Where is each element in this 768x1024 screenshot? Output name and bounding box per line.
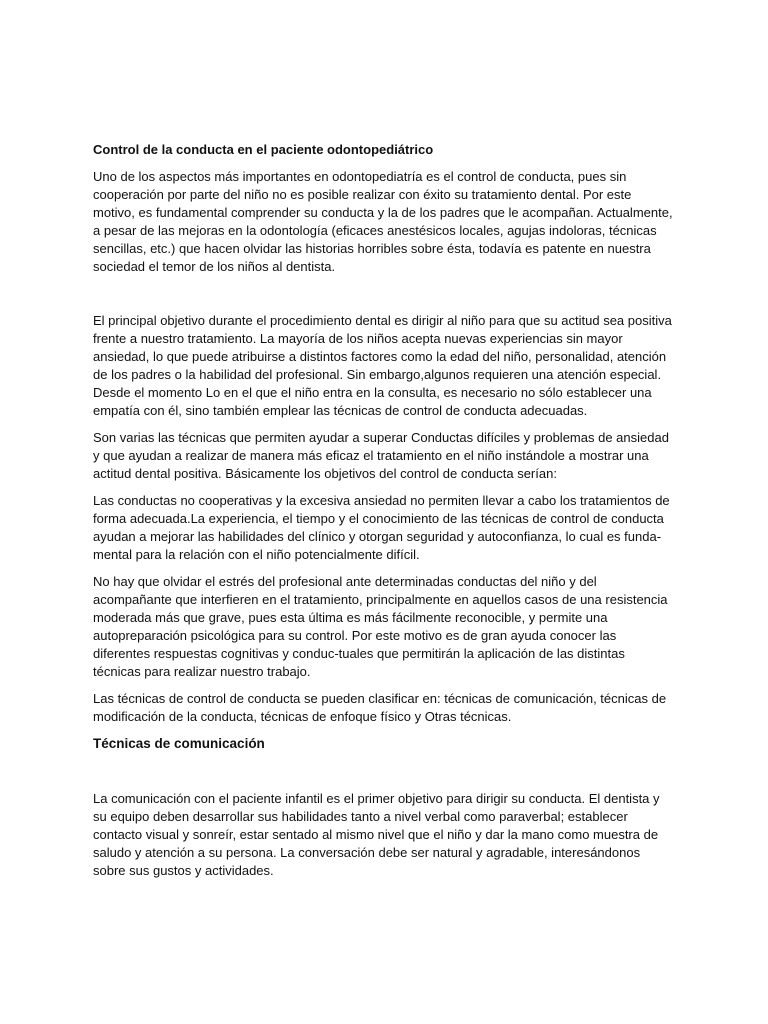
section-heading-communication: Técnicas de comunicación bbox=[93, 736, 265, 751]
document-title: Control de la conducta en el paciente odontopediátrico bbox=[93, 142, 434, 157]
paragraph-classification: Las técnicas de control de conducta se pueden clasificar en: técnicas de comunicación, técnicas de modificación de la conducta, técnicas de enfoque físico y Otras técnicas. bbox=[93, 691, 667, 724]
paragraph-uncooperative: Las conductas no cooperativas y la excesiva ansiedad no permiten llevar a cabo los tratamientos de forma adecuada.La experiencia, el tiempo y el conocimiento de las técnicas de control de conducta ayudan a mejorar las habilidades del clínico y otorgan seguridad y autoconfianza, lo cual es funda-mental para la relación con el niño potencialmente difícil. bbox=[93, 493, 670, 562]
document-body bbox=[93, 141, 675, 889]
paragraph-stress: No hay que olvidar el estrés del profesional ante determinadas conductas del niño y del acompañante que interfieren en el tratamiento, principalmente en aquellos casos de una resistencia moderada más que grave, pues esta última es más fácilmente reconocible, y permite una autopreparación psicológica para su control. Por este motivo es de gran ayuda conocer las diferentes respuestas cognitivas y conduc-tuales que permitirán la aplicación de las distintas técnicas para realizar nuestro trabajo. bbox=[93, 574, 668, 679]
paragraph-objective: El principal objetivo durante el procedimiento dental es dirigir al niño para que su actitud sea positiva frente a nuestro tratamiento. La mayoría de los niños acepta nuevas experiencias sin mayor ansiedad, lo que puede atribuirse a distintos factores como la edad del niño, personalidad, atención de los padres o la habilidad del profesional. Sin embargo,algunos requieren una atención especial. Desde el momento Lo en el que el niño entra en la consulta, es necesario no sólo establecer una empatía con él, sino también emplear las técnicas de control de conducta adecuadas. bbox=[93, 313, 672, 418]
paragraph-techniques: Son varias las técnicas que permiten ayudar a superar Conductas difíciles y problemas de ansiedad y que ayudan a realizar de manera más eficaz el tratamiento en el niño instándole a mostrar una actitud dental positiva. Básicamente los objetivos del control de conducta serían: bbox=[93, 430, 669, 481]
paragraph-communication: La comunicación con el paciente infantil es el primer objetivo para dirigir su conducta. El dentista y su equipo deben desarrollar sus habilidades tanto a nivel verbal como paraverbal; establecer contacto visual y sonreír, estar sentado al mismo nivel que el niño y dar la mano como muestra de saludo y atención a su persona. La conversación debe ser natural y agradable, interesándonos sobre sus gustos y actividades. bbox=[93, 791, 660, 878]
paragraph-intro: Uno de los aspectos más importantes en odontopediatría es el control de conducta, pues sin cooperación por parte del niño no es posible realizar con éxito su tratamiento dental. Por este motivo, es fundamental comprender su conducta y la de los padres que le acompañan. Actualmente, a pesar de las mejoras en la odontología (eficaces anestésicos locales, agujas indoloras, técnicas sencillas, etc.) que hacen olvidar las historias horribles sobre ésta, todavía es patente en nuestra sociedad el temor de los niños al dentista. bbox=[93, 169, 673, 274]
